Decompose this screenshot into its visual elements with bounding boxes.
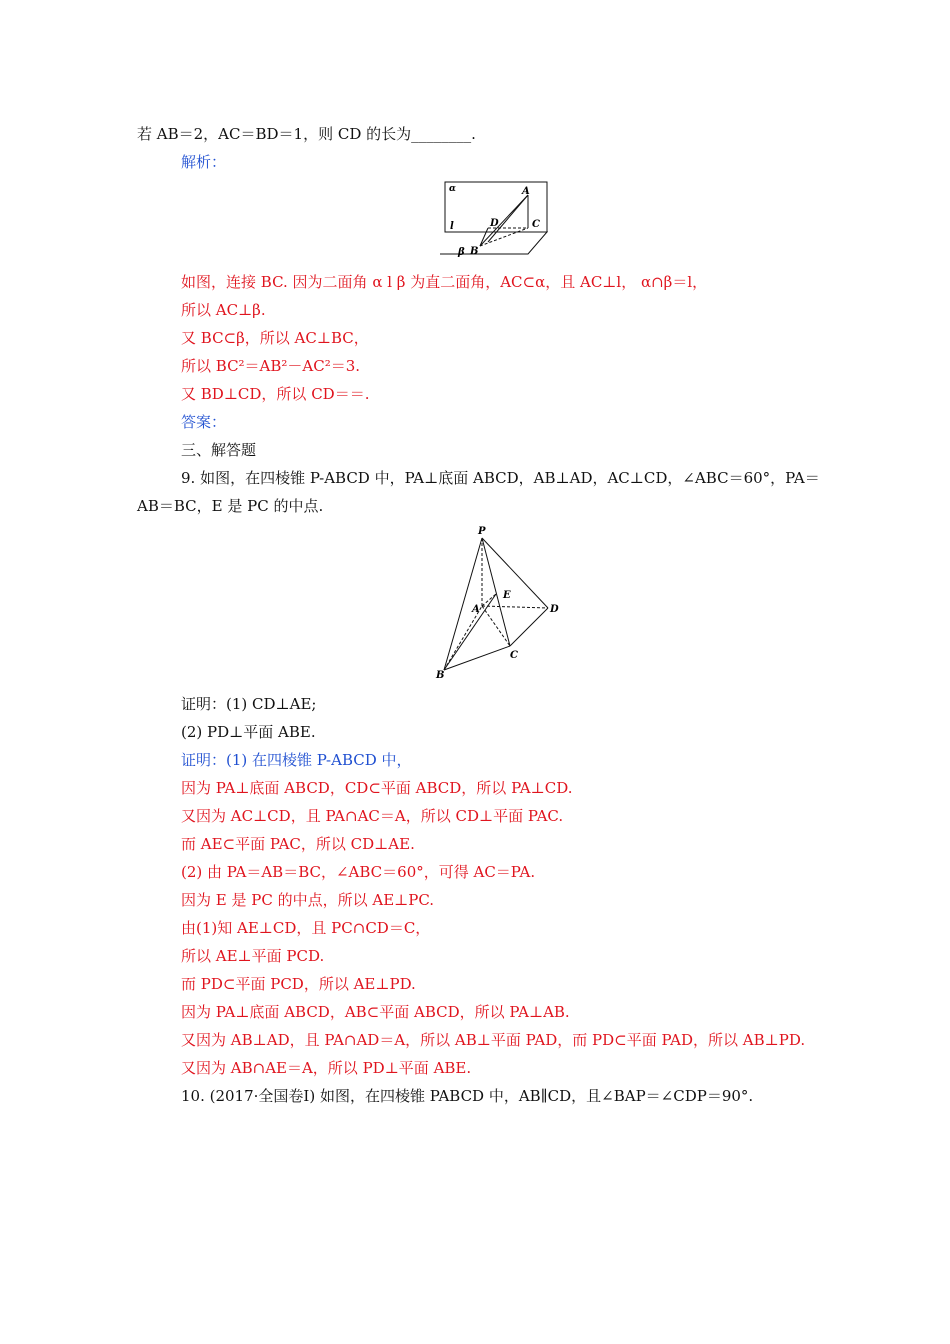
proof-line-2: 又因为 AC⊥CD，且 PA∩AC＝A，所以 CD⊥平面 PAC. [181,807,564,825]
problem-10-line-1: 10. (2017·全国卷Ⅰ) 如图，在四棱锥 PABCD 中，AB∥CD，且∠BAP＝∠CDP＝90°. [181,1087,754,1105]
solution-line-1: 如图，连接 BC. 因为二面角 α l β 为直二面角，AC⊂α，且 AC⊥l， α∩β＝l， [181,273,708,291]
solution-line-3: 又 BC⊂β，所以 AC⊥BC， [181,329,369,347]
solution-line-5: 又 BD⊥CD，所以 CD＝＝. [181,385,370,403]
proof-line-10: 又因为 AB⊥AD，且 PA∩AD＝A，所以 AB⊥平面 PAD，而 PD⊂平面 PAD，所以 AB⊥PD. [181,1031,806,1049]
proof-line-1: 因为 PA⊥底面 ABCD，CD⊂平面 ABCD，所以 PA⊥CD. [181,779,573,797]
analysis-heading: 解析： [181,153,227,171]
label-C: C [532,219,540,230]
proof-line-8: 而 PD⊂平面 PCD，所以 AE⊥PD. [181,975,416,993]
label-alpha: α [449,184,456,194]
label-P: P [478,526,486,537]
proof-line-3: 而 AE⊂平面 PAC，所以 CD⊥AE. [181,835,415,853]
label-beta: β [458,247,465,258]
proof-line-9: 因为 PA⊥底面 ABCD，AB⊂平面 ABCD，所以 PA⊥AB. [181,1003,570,1021]
problem-8-condition: 若 AB＝2，AC＝BD＝1，则 CD 的长为________. [137,125,476,143]
proof-line-6: 由(1)知 AE⊥CD，且 PC∩CD＝C， [181,919,431,937]
solution-line-4: 所以 BC²＝AB²－AC²＝3. [181,357,361,375]
proof-line-5: 因为 E 是 PC 的中点，所以 AE⊥PC. [181,891,435,909]
label-C: C [510,650,518,661]
label-D: D [550,604,559,615]
problem-9-line-1: 9. 如图，在四棱锥 P-ABCD 中，PA⊥底面 ABCD，AB⊥AD，AC⊥CD，∠ABC＝60°，PA＝ [181,469,820,487]
dihedral-angle-figure [440,178,552,262]
solution-line-2: 所以 AC⊥β. [181,301,266,319]
label-l: l [450,221,454,232]
problem-9-line-2: AB＝BC，E 是 PC 的中点. [137,497,324,515]
label-E: E [503,590,511,601]
proof-line-4: (2) 由 PA＝AB＝BC，∠ABC＝60°，可得 AC＝PA. [181,863,536,881]
proof-heading: 证明：(1) 在四棱锥 P-ABCD 中， [181,751,412,769]
pyramid-figure [430,522,570,682]
label-A: A [472,604,480,615]
answer-heading: 答案： [181,413,227,431]
section-heading: 三、解答题 [181,441,257,459]
label-B: B [436,670,445,681]
label-A: A [522,186,530,197]
label-D: D [490,218,499,229]
proof-line-7: 所以 AE⊥平面 PCD. [181,947,325,965]
label-B: B [470,246,479,257]
proof-line-11: 又因为 AB∩AE＝A，所以 PD⊥平面 ABE. [181,1059,472,1077]
problem-9-part-1: 证明：(1) CD⊥AE; [181,695,317,713]
problem-9-part-2: (2) PD⊥平面 ABE. [181,723,316,741]
